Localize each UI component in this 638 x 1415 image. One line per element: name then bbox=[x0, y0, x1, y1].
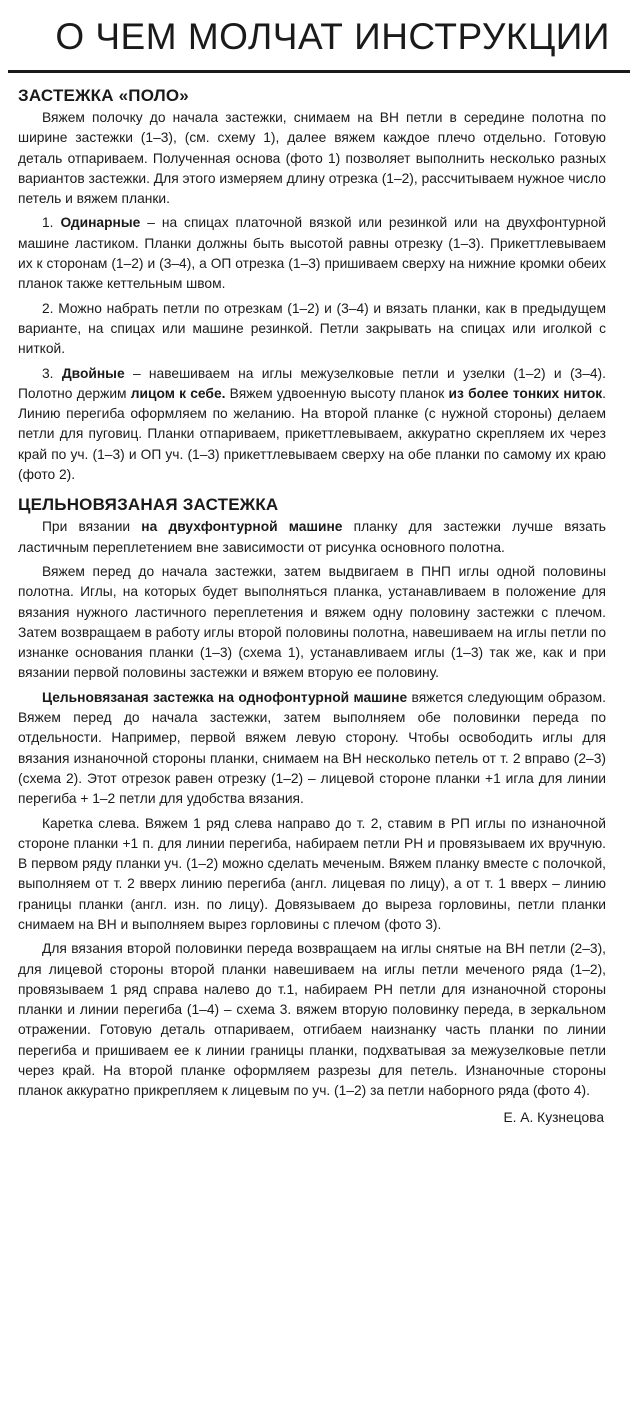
section-heading-integral: ЦЕЛЬНОВЯЗАНАЯ ЗАСТЕЖКА bbox=[18, 495, 279, 515]
paragraph: Вяжем полочку до начала застежки, снимаем на ВН петли в середине полотна по ширине застежки (1–3), (см. схему 1), далее вяжем каждое плечо отдельно. Готовую деталь отпариваем. Полученная основа (фото 1) позволяет выполнить несколько разных вариантов застежки. Для этого измеряем длину отрезка (1–2), рассчитываем нужное число петель и вяжем планки. bbox=[18, 110, 606, 207]
paragraph: Для вязания второй половинки переда возвращаем на иглы снятые на ВН петли (2–3), для лицевой стороны второй планки навешиваем на иглы петли меченого ряда (1–2), провязываем 1 ряд справа налево до т.1, набираем РН петли для изнаночной стороны планки и линии перегиба (1–4) – схема 3. вяжем вторую половинку переда, в зеркальном отражении. Готовую деталь отпариваем, отгибаем наизнанку часть планки по линии перегиба и пришиваем ее к линии границы планки, подхватывая за межузелковые петли через край. На второй планке оформляем разрезы для петель. Изнаночные стороны планок аккуратно прикрепляем к лицевым по уч. (1–2) за петли наборного ряда (фото 4). bbox=[18, 941, 606, 1099]
article-body bbox=[18, 86, 606, 1132]
page-title: О ЧЕМ МОЛЧАТ ИНСТРУКЦИИ bbox=[55, 16, 610, 57]
paragraph: При вязании на двухфонтурной машине планку для застежки лучше вязать ластичным переплетением вне зависимости от рисунка основного полотна. bbox=[18, 519, 606, 555]
section-heading-polo: ЗАСТЕЖКА «ПОЛО» bbox=[18, 86, 189, 105]
paragraph: Вяжем перед до начала застежки, затем выдвигаем в ПНП иглы одной половины полотна. Иглы, на которых будет выполняться планка, устанавливаем в положение для вязания нужного ластичного переплетения и вяжем одну половину застежки с плечом. Затем возвращаем в работу иглы второй половины полотна, навешиваем на иглы петли по изнанке основания планки (1–3) (схема 1), устанавливаем иглы (1–3) так же, как и при вязании первой половины застежки и вяжем вторую ее половину. bbox=[18, 563, 606, 681]
paragraph: 2. Можно набрать петли по отрезкам (1–2) и (3–4) и вязать планки, как в предыдущем варианте, на спицах или машине резинкой. Петли закрывать на спицах или иголкой с ниткой. bbox=[18, 300, 606, 357]
author-signature: Е. А. Кузнецова bbox=[503, 1109, 604, 1125]
paragraph: Каретка слева. Вяжем 1 ряд слева направо до т. 2, ставим в РП иглы по изнаночной стороне планки +1 п. для линии перегиба, набираем петли РН и провязываем их вручную. В первом ряду планки уч. (1–2) можно сделать меченым. Вяжем планку вместе с полочкой, выполняем от т. 2 вверх линию перегиба (англ. лицевая по лицу), а от т. 1 вверх – линию границы планки (англ. изн. по лицу). Довязываем до выреза горловины, петли планки снимаем на ВН и выполняем вырез горловины с плечом (фото 3). bbox=[18, 815, 606, 932]
paragraph-double-strips: 3. Двойные – навешиваем на иглы межузелковые петли и узелки (1–2) и (3–4). Полотно держим лицом к себе. Вяжем удвоенную высоту планок из более тонких ниток. Линию перегиба оформляем по желанию. На второй планке (с нужной стороны) делаем петли для пуговиц. Планки отпариваем, прикеттлевываем, аккуратно скрепляем их через край по уч. (1–3) и ОП уч. (1–3) прикеттлевываем сверху на обе планки по самому их краю (фото 2). bbox=[18, 365, 607, 483]
paragraph-single-strips: 1. Одинарные – на спицах платочной вязкой или резинкой или на двухфонтурной машине ластиком. Планки должны быть высотой равны отрезку (1–3). Прикеттлевываем их к сторонам (1–2) и (3–4), а ОП отрезка (1–3) пришиваем сверху на нижние кромки обеих планок также кеттельным швом. bbox=[18, 215, 606, 292]
title-divider bbox=[8, 70, 630, 73]
paragraph: Цельновязаная застежка на однофонтурной машине вяжется следующим образом. Вяжем перед до начала застежки, затем выполняем обе половинки переда по отдельности. Например, первой вяжем левую сторону. Чтобы освободить иглы для вязания изнаночной стороны планки, снимаем на ВН несколько петель от т. 2 вправо (2–3) (схема 2). Этот отрезок равен отрезку (1–2) – лицевой стороне планки +1 игла для линии перегиба + 1–2 петли для удобства вязания. bbox=[18, 689, 606, 807]
